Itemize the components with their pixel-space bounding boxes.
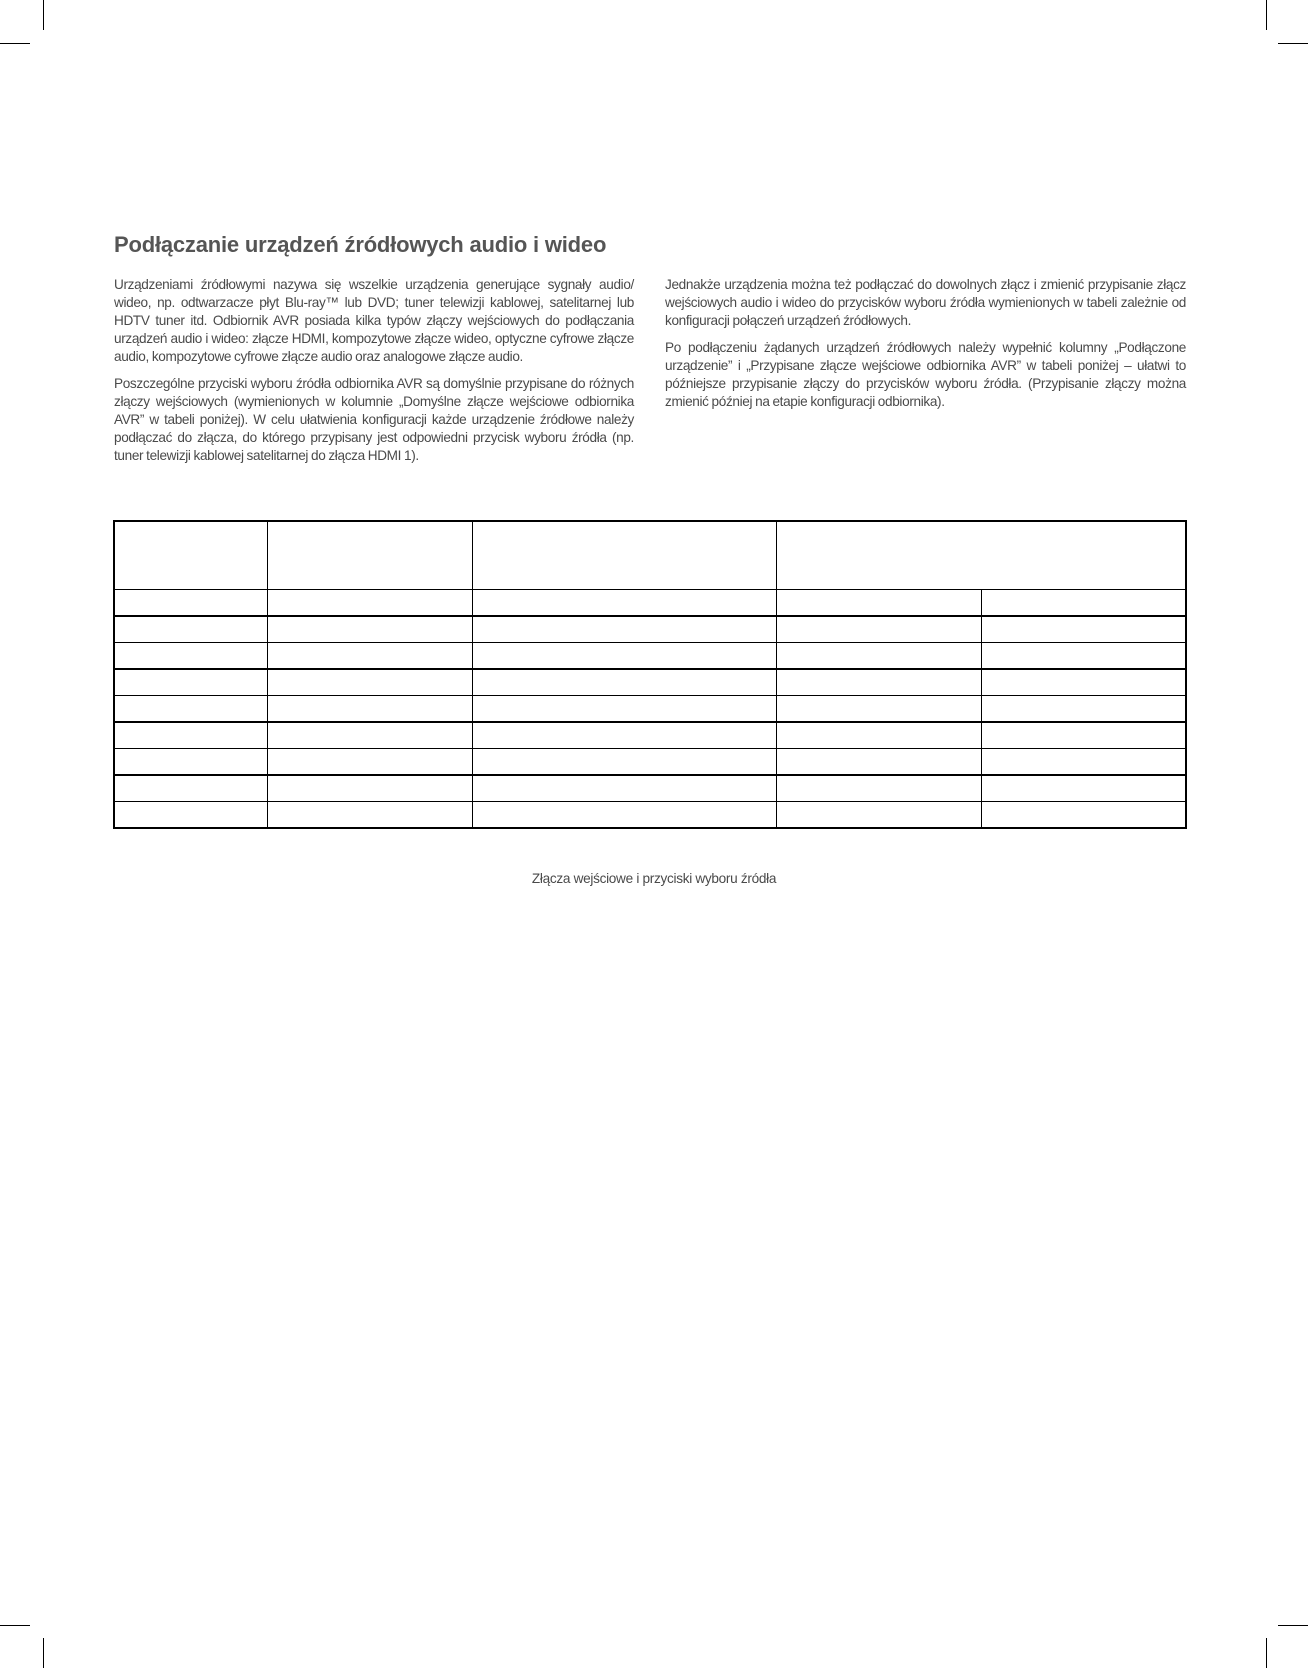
reassign-paragraph: Jednakże urządzenia można też podłączać do dowolnych złącz i zmienić przypisanie złącz wejściowych audio i wideo do przycisków wyboru źródła wymienionych w tabeli zależnie od konfiguracji połączeń urządzeń źródłowych. [665,277,1186,328]
table-cell [114,802,267,829]
table-cell [267,669,472,696]
table-cell [267,775,472,802]
crop-mark-bottom-right [1278,1625,1308,1626]
table-cell [981,616,1186,643]
table-cell [267,643,472,670]
table-cell [114,722,267,749]
crop-mark-bottom-right [1266,1638,1267,1668]
table-cell [776,802,981,829]
right-text-column [665,276,1186,420]
table-cell [981,590,1186,617]
table-cell [981,722,1186,749]
table-cell [267,749,472,776]
table-cell [776,722,981,749]
crop-mark-top-right [1266,0,1267,30]
left-text-column [114,276,634,474]
table-cell [776,643,981,670]
table-cell [981,775,1186,802]
intro-paragraph: Urządzeniami źródłowymi nazywa się wszelkie urządzenia generujące sygnały audio/ wideo, np. odtwarzacze płyt Blu-ray™ lub DVD; tuner telewizji kablowej, satelitarnej lub HDTV tuner itd. Odbiornik AVR posiada kilka typów złączy wejściowych do podłączania urządzeń audio i wideo: złącze HDMI, kompozytowe złącze wideo, optyczne cyfrowe złącze audio, kompozytowe cyfrowe złącze audio oraz analogowe złącze audio. [114,277,634,364]
table-cell [776,749,981,776]
table-cell [267,722,472,749]
table-cell [981,696,1186,723]
table-header-cell [267,521,472,590]
table-cell [472,802,776,829]
table-cell [472,669,776,696]
table-cell [776,590,981,617]
table-cell [472,590,776,617]
table-cell [472,643,776,670]
table-row [114,669,1186,696]
input-connector-table [113,520,1187,829]
table-cell [114,696,267,723]
table-caption: Złącza wejściowe i przyciski wyboru źródła [531,871,777,886]
fill-table-paragraph: Po podłączeniu żądanych urządzeń źródłowych należy wypełnić kolumny „Podłączone urządzenie” i „Przypisane złącze wejściowe odbiornika AVR” w tabeli poniżej – ułatwi to późniejsze przypisanie złączy do przycisków wyboru źródła. (Przypisanie złączy można zmienić później na etapie konfiguracji odbiornika). [665,340,1186,409]
table-header-row [114,521,1186,590]
crop-mark-top-left [0,43,30,44]
table-row [114,722,1186,749]
table-cell [981,802,1186,829]
table-row [114,590,1186,617]
table-header-cell [114,521,267,590]
table-cell [472,722,776,749]
table-cell [472,749,776,776]
table-cell [114,616,267,643]
table-cell [776,669,981,696]
section-title: Podłączanie urządzeń źródłowych audio i wideo [114,232,607,257]
table-cell [267,616,472,643]
table-cell [267,590,472,617]
table-cell [114,643,267,670]
table-cell [472,775,776,802]
table-cell [981,669,1186,696]
table-cell [472,616,776,643]
table-header-cell [776,521,1186,590]
table-cell [981,643,1186,670]
table-row [114,616,1186,643]
table-cell [114,669,267,696]
table-cell [981,749,1186,776]
table-cell [776,696,981,723]
table-row [114,775,1186,802]
table-cell [776,775,981,802]
table-cell [776,616,981,643]
table-cell [267,802,472,829]
table-cell [114,749,267,776]
table-row [114,643,1186,670]
table-cell [114,590,267,617]
table-cell [267,696,472,723]
crop-mark-bottom-left [0,1625,30,1626]
crop-mark-bottom-left [43,1638,44,1668]
crop-mark-top-left [43,0,44,30]
table-cell [472,696,776,723]
table-header-cell [472,521,776,590]
table-cell [114,775,267,802]
table-row [114,696,1186,723]
crop-mark-top-right [1278,43,1308,44]
table-row [114,749,1186,776]
table-row [114,802,1186,829]
source-buttons-paragraph: Poszczególne przyciski wyboru źródła odbiornika AVR są domyślnie przypisane do różnych złączy wejściowych (wymienionych w kolumnie „Domyślne złącze wejściowe odbiornika AVR” w tabeli poniżej). W celu ułatwienia konfiguracji każde urządzenie źródłowe należy podłączać do złącza, do którego przypisany jest odpowiedni przycisk wyboru źródła (np. tuner telewizji kablowej satelitarnej do złącza HDMI 1). [114,376,634,463]
